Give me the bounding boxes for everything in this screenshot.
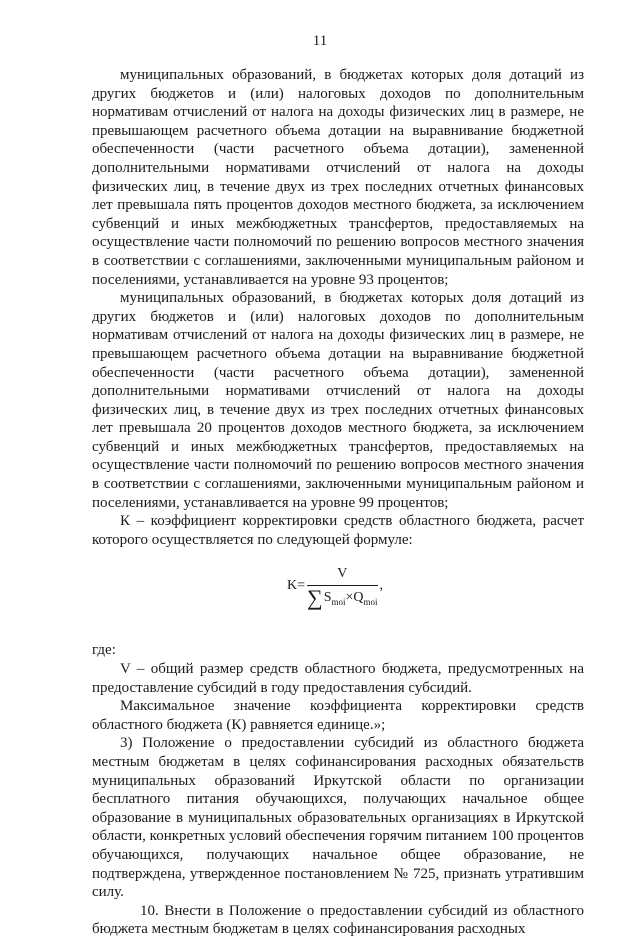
paragraph-93-percent: муниципальных образований, в бюджетах которых доля дотаций из других бюджетов и (или) налоговых доходов по дополнительным нормативам отчислений от налога на доходы физических лиц в размере, не превышающем расчетного объема дотации на выравнивание бюджетной обеспеченности (части расчетного объема дотации), замененной дополнительными нормативами отчислений от налога на доходы физических лиц, в течение двух из трех последних отчетных финансовых лет превышала пять процентов доходов местного бюджета, за исключением субвенций и иных межбюджетных трансфертов, предоставляемых на осуществление части полномочий по решению вопросов местного значения в соответствии с соглашениями, заключенными муниципальным районом и поселениями, устанавливается на уровне 93 процентов; — [92, 67, 584, 288]
formula-times-q: ×Q — [345, 589, 364, 605]
paragraph-k-coefficient: К – коэффициент корректировки средств областного бюджета, расчет которого осуществляется по следующей формуле: — [92, 513, 584, 548]
paragraph-max-coefficient: Максимальное значение коэффициента корректировки средств областного бюджета (К) равняется единице.»; — [92, 698, 584, 733]
formula-denominator — [307, 585, 378, 611]
formula-q-sub: moi — [363, 596, 378, 607]
formula-s: S — [323, 589, 332, 605]
paragraph-v-definition: V – общий размер средств областного бюджета, предусмотренных на предоставление субсидий в году предоставления субсидий. — [92, 661, 584, 696]
paragraph-item-10: 10. Внести в Положение о предоставлении субсидий из областного бюджета местным бюджетам в целях софинансирования расходных — [92, 902, 584, 938]
document-body — [92, 66, 584, 939]
page-number: 11 — [312, 33, 328, 49]
where-label: где: — [92, 642, 116, 659]
formula-lhs: K= — [287, 578, 306, 594]
formula-fraction — [307, 565, 378, 609]
paragraph-item-3: 3) Положение о предоставлении субсидий из областного бюджета местным бюджетам в целях софинансирования расходных обязательств муниципальных образований Иркутской области по организации бесплатного питания обучающихся, получающих начальное общее образование в муниципальных образовательных организациях в Иркутской области, конкретных условий обеспечения горячим питанием 100 процентов обучающихся, получающих начальное общее образование, не подтверждена, утвержденное постановлением № 725, признать утратившим силу. — [92, 735, 584, 901]
formula-k — [92, 557, 584, 623]
formula-numerator: V — [337, 565, 348, 581]
paragraph-99-percent: муниципальных образований, в бюджетах которых доля дотаций из других бюджетов и (или) налоговых доходов по дополнительным нормативам отчислений от налога на доходы физических лиц в размере, не превышающем расчетного объема дотации на выравнивание бюджетной обеспеченности (части расчетного объема дотации), замененной дополнительными нормативами отчислений от налога на доходы физических лиц, в течение двух из трех последних отчетных финансовых лет превышала 20 процентов доходов местного бюджета, за исключением субвенций и иных межбюджетных трансфертов, предоставляемых на осуществление части полномочий по решению вопросов местного значения в соответствии с соглашениями, заключенными муниципальным районом и поселениями, устанавливается на уровне 99 процентов; — [92, 290, 584, 511]
formula-comma: , — [379, 578, 384, 594]
formula-s-sub: moi — [331, 596, 346, 607]
sigma-symbol: ∑ — [307, 585, 323, 611]
